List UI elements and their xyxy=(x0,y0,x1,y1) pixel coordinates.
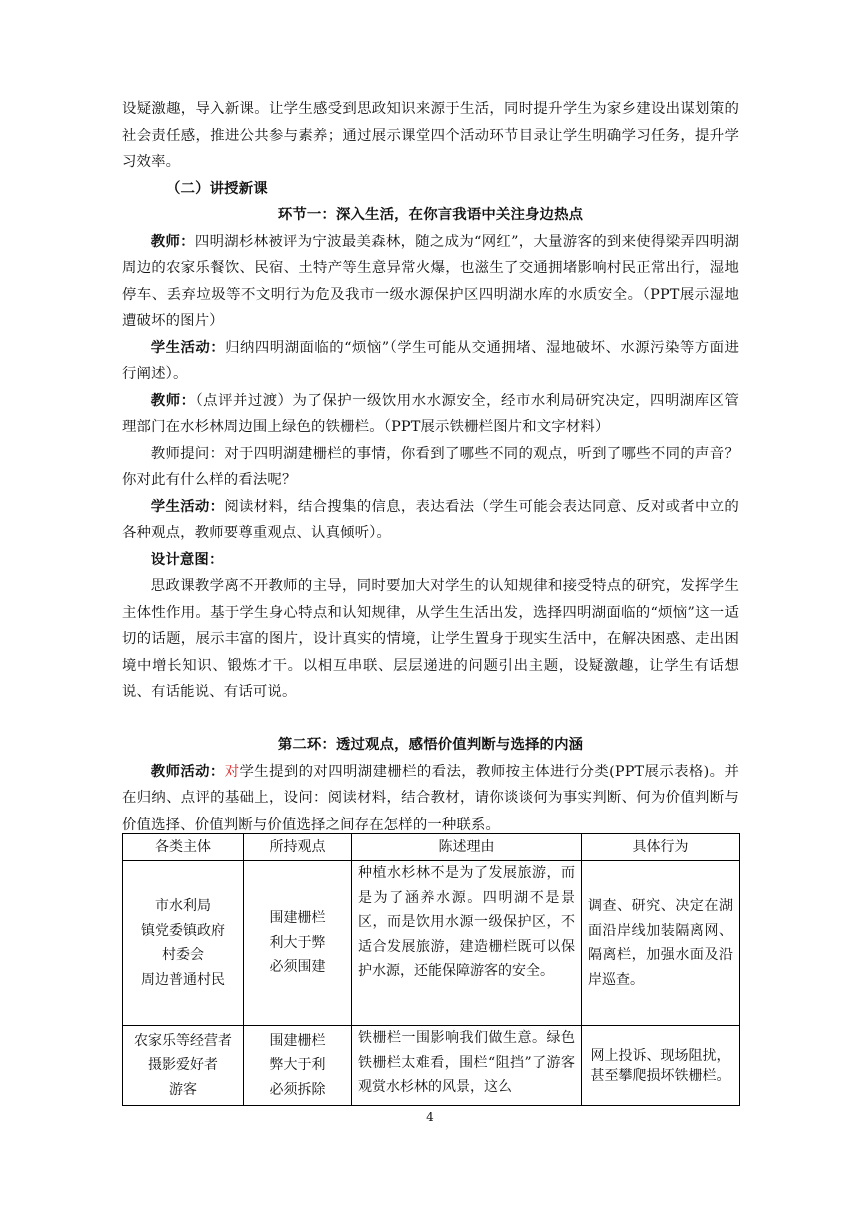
action-cell: 调查、研究、决定在湖面沿岸线加装隔离网、隔离栏，加强水面及沿岸巡查。 xyxy=(582,861,740,1026)
part2-title: 第二环：透过观点，感悟价值判断与选择的内涵 xyxy=(277,736,584,753)
teacher-question-text: 教师提问：对于四明湖建栅栏的事情，你看到了哪些不同的观点，听到了哪些不同的声音？你对此有什么样的看法呢？ xyxy=(122,445,739,488)
section-heading xyxy=(122,176,739,203)
part1-title: 环节一：深入生活，在你言我语中关注身边热点 xyxy=(277,206,584,223)
views-cell xyxy=(244,1026,352,1106)
student-reading-text: 阅读材料，结合搜集的信息，表达看法（学生可能会表达同意、反对或者中立的各种观点，教师要尊重观点、认真倾听）。 xyxy=(122,498,739,541)
student-activity-label: 学生活动： xyxy=(150,497,225,515)
part1-student-reading-paragraph xyxy=(122,494,739,547)
view-item: 围建栅栏 xyxy=(269,1032,326,1049)
view-item: 围建栅栏 xyxy=(269,910,326,927)
teacher-label: 教师： xyxy=(150,391,196,409)
intro-paragraph xyxy=(122,96,739,176)
subjects-cell xyxy=(123,1026,244,1106)
design-intent-paragraph xyxy=(122,573,739,706)
reason-cell: 种植水杉林不是为了发展旅游，而是为了涵养水源。四明湖不是景区，而是饮用水源一级保护区，不适合发展旅游，建造栅栏既可以保护水源，还能保障游客的安全。 xyxy=(352,861,582,1026)
blank-line xyxy=(122,706,739,733)
teacher-label: 教师： xyxy=(150,232,195,250)
body-text xyxy=(122,96,739,838)
view-item: 必须拆除 xyxy=(269,1081,326,1098)
part1-heading xyxy=(122,202,739,229)
stakeholder-table xyxy=(122,833,740,1106)
teacher-transition-text: （点评并过渡）为了保护一级饮用水水源安全，经市水利局研究决定，四明湖库区管理部门在水杉林周边围上绿色的铁栅栏。（PPT展示铁栅栏图片和文字材料） xyxy=(122,392,739,435)
table-header-row xyxy=(123,834,740,861)
section-title: （二）讲授新课 xyxy=(166,179,268,197)
subject-item: 镇党委镇政府 xyxy=(141,922,225,939)
header-views: 所持观点 xyxy=(244,834,352,861)
part2-heading xyxy=(122,732,739,759)
student-activity-label: 学生活动： xyxy=(150,338,226,356)
view-item: 利大于弊 xyxy=(269,934,326,951)
design-intent-text: 思政课教学离不开教师的主导，同时要加大对学生的认知规律和接受特点的研究，发挥学生主体性作用。基于学生身心特点和认知规律，从学生生活出发，选择四明湖面临的“烦恼”这一适切的话题，展示丰富的图片，设计真实的情境，让学生置身于现实生活中，在解决困惑、走出困境中增长知识、锻炼才干。以相互串联、层层递进的问题引出主题，设疑激趣，让学生有话想说、有话能说、有话可说。 xyxy=(122,578,739,700)
table-row xyxy=(123,1026,740,1106)
design-intent-label: 设计意图： xyxy=(150,550,224,568)
subject-item: 市水利局 xyxy=(155,898,211,914)
view-item: 必须围建 xyxy=(269,959,326,976)
action-cell: 网上投诉、现场阻扰，甚至攀爬损坏铁栅栏。 xyxy=(582,1026,740,1106)
part1-teacher-transition-paragraph xyxy=(122,388,739,441)
views-cell xyxy=(244,861,352,1026)
reason-cell: 铁栅栏一围影响我们做生意。绿色铁栅栏太难看，围栏“阻挡”了游客观赏水杉林的风景，这么 xyxy=(352,1026,582,1106)
table-row xyxy=(123,861,740,1026)
view-item: 弊大于利 xyxy=(269,1057,326,1074)
part1-student-paragraph xyxy=(122,335,739,388)
teacher-activity-label: 教师活动： xyxy=(150,762,225,780)
header-reasons: 陈述理由 xyxy=(352,834,582,861)
teacher-text: 四明湖杉林被评为宁波最美森林，随之成为“网红”，大量游客的到来使得梁弄四明湖周边的农家乐餐饮、民宿、土特产等生意异常火爆，也滋生了交通拥堵影响村民正常出行，湿地停车、丢弃垃圾等不文明行为危及我市一级水源保护区四明湖水库的水质安全。（PPT展示湿地遭破坏的图片） xyxy=(122,233,740,329)
header-actions: 具体行为 xyxy=(582,834,740,861)
part1-teacher-question-paragraph xyxy=(122,441,739,494)
subject-item: 村委会 xyxy=(162,947,204,963)
page-number: 4 xyxy=(426,1110,434,1124)
teacher-activity-text: 学生提到的对四明湖建栅栏的看法，教师按主体进行分类(PPT展示表格)。并在归纳、点评的基础上，设问：阅读材料，结合教材，请你谈谈何为事实判断、何为价值判断与价值选择、价值判断与价值选择之间存在怎样的一种联系。 xyxy=(122,763,739,833)
header-subjects: 各类主体 xyxy=(123,834,244,861)
part1-teacher-paragraph xyxy=(122,229,739,335)
intro-text: 设疑激趣，导入新课。让学生感受到思政知识来源于生活，同时提升学生为家乡建设出谋划策的社会责任感，推进公共参与素养；通过展示课堂四个活动环节目录让学生明确学习任务，提升学习效率。 xyxy=(122,101,739,170)
highlighted-char: 对 xyxy=(224,763,240,780)
student-activity-text: 归纳四明湖面临的“烦恼”（学生可能从交通拥堵、湿地破坏、水源污染等方面进行阐述）。 xyxy=(122,339,739,382)
subject-item: 周边普通村民 xyxy=(141,971,225,988)
subject-item: 游客 xyxy=(169,1081,197,1098)
subject-item: 摄影爱好者 xyxy=(148,1057,218,1074)
subjects-cell xyxy=(123,861,244,1026)
subject-item: 农家乐等经营者 xyxy=(134,1032,232,1049)
part2-teacher-paragraph xyxy=(122,759,739,839)
design-intent-heading xyxy=(122,547,739,574)
